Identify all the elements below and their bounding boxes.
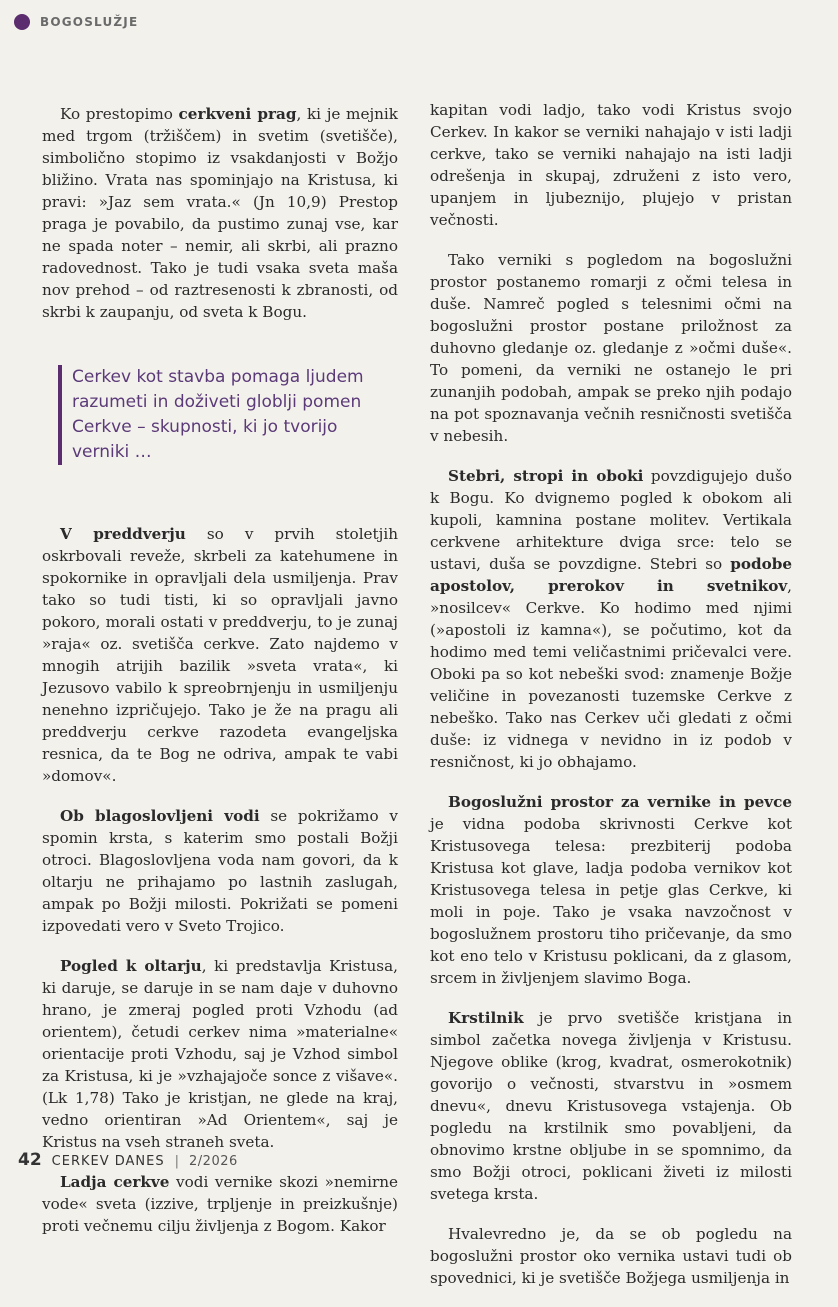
page-number: 42 — [18, 1150, 42, 1170]
pull-quote: Cerkev kot stavba pomaga ljudem razumeti in doživeti globlji pomen Cerkve – skupnosti, ki jo tvorijo verniki … — [58, 365, 398, 465]
paragraph-ladja-cerkve: Ladja cerkve vodi vernike skozi »nemirne vode« sveta (izzive, trpljenje in preizkušnje) proti večnemu cilju življenja z Bogom. Kakor — [42, 1173, 399, 1235]
right-column — [430, 99, 792, 1307]
section-dot-icon — [14, 14, 30, 30]
paragraph-krstilnik: Krstilnik je prvo svetišče kristjana in simbol začetka novega življenja v Kristusu. Njegove oblike (krog, kvadrat, osmerokotnik) govorijo o večnosti, stvarstvu in »osmem dnevu«, dnevu Kristusovega vstajenja. Ob pogledu na krstilnik smo povabljeni, da obnovimo krstne obljube in se spomnimo, da smo Božji otroci, poklicani živeti iz milosti svetega krsta. — [430, 1009, 792, 1203]
paragraph-cerkveni-prag: Ko prestopimo cerkveni prag, ki je mejnik med trgom (tržiščem) in svetim (svetišče), simbolično stopimo iz vsakdanjosti v Božjo bližino. Vrata nas spominjajo na Kristusa, ki pravi: »Jaz sem vrata.« (Jn 10,9) Prestop praga je povabilo, da pustimo zunaj vse, kar ne spada noter – nemir, ali skrbi, ali prazno radovednost. Tako je tudi vsaka sveta maša nov prehod – od raztresenosti k zbranosti, od skrbi k zaupanju, od sveta k Bogu. — [42, 105, 398, 321]
left-column — [42, 103, 398, 1255]
paragraph-pogled-k-oltarju: Pogled k oltarju, ki predstavlja Kristusa, ki daruje, se daruje in se nam daje v duhovno hrano, je zmeraj pogled proti Vzhodu (ad orientem), četudi cerkev nima »materialne« orientacije proti Vzhodu, saj je Vzhod simbol za Kristusa, ki je »vzhajajoče sonce z višave«. (Lk 1,78) Tako je kristjan, ne glede na kraj, vedno orientiran »Ad Orientem«, saj je Kristus na vseh straneh sveta. — [42, 957, 398, 1151]
issue-number: 2/2026 — [189, 1154, 238, 1169]
paragraph-blagoslovljena-voda: Ob blagoslovljeni vodi se pokrižamo v spomin krsta, s katerim smo postali Božji otroci. Blagoslovljena voda nam govori, da k oltarju ne prihajamo po lastnih zaslugah, ampak po Božji milosti. Pokrižati se pomeni izpovedati vero v Sveto Trojico. — [42, 807, 398, 935]
paragraph-bogosluzni-prostor: Bogoslužni prostor za vernike in pevce je vidna podoba skrivnosti Cerkve kot Kristusovega telesa: prezbiterij podoba Kristusa kot glave, ladja podoba vernikov kot Kristusovega telesa in petje glas Cerkve, ki moli in poje. Tako je vsaka navzočnost v bogoslužnem prostoru tiho pričevanje, da smo kot eno telo v Kristusu poklicani, da z glasom, srcem in življenjem slavimo Boga. — [430, 793, 792, 987]
paragraph-kapitan: kapitan vodi ladjo, tako vodi Kristus svojo Cerkev. In kakor se verniki nahajajo v isti ladji cerkve, tako se verniki nahajajo na isti ladji odrešenja in skupaj, združeni z isto vero, upanjem in ljubeznijo, plujejo v pristan večnosti. — [430, 101, 792, 229]
footer-separator: | — [174, 1154, 180, 1169]
section-header — [14, 14, 138, 30]
paragraph-stebri: Stebri, stropi in oboki povzdigujejo dušo k Bogu. Ko dvignemo pogled k obokom ali kupoli, kamnina postane molitev. Vertikala cerkvene arhitekture dviga srce: telo se ustavi, duša se povzdigne. Stebri so podobe apostolov, prerokov in svetnikov, »nosilcev« Cerkve. Ko hodimo med njimi (»apostoli iz kamna«), se počutimo, kot da hodimo med temi veličastnimi pričevalci vere. Oboki pa so kot nebeški svod: znamenje Božje veličine in povezanosti tuzemske Cerkve z nebeško. Tako nas Cerkev uči gledati z očmi duše: iz vidnega v nevidno in iz podob v resničnost, ki jo obhajamo. — [430, 467, 792, 771]
paragraph-romarji: Tako verniki s pogledom na bogoslužni prostor postanemo romarji z očmi telesa in duše. Namreč pogled s telesnimi očmi na bogoslužni prostor postane priložnost za duhovno gledanje oz. gledanje z »očmi duše«. To pomeni, da verniki ne ostanejo le pri zunanjih podobah, ampak se preko njih podajo na pot spoznavanja večnih resničnosti svetišča v nebesih. — [430, 251, 792, 445]
section-title: BOGOSLUŽJE — [40, 15, 139, 29]
page-footer — [18, 1150, 238, 1170]
magazine-name: CERKEV DANES — [51, 1154, 165, 1169]
paragraph-preddverje: V preddverju so v prvih stoletjih oskrbovali reveže, skrbeli za katehumene in spokornike in opravljali dela usmiljenja. Prav tako so tudi tisti, ki so opravljali javno pokoro, morali ostati v preddverju, to je zunaj »raja« oz. svetišča cerkve. Zato najdemo v mnogih atrijih bazilik »sveta vrata«, ki Jezusovo vabilo k spreobrnjenju in usmiljenju nenehno izpričujejo. Tako je že na pragu ali preddverju cerkve razodeta evangeljska resnica, da te Bog ne odriva, ampak te vabi »domov«. — [42, 525, 398, 785]
paragraph-spovednica: Hvalevredno je, da se ob pogledu na bogoslužni prostor oko vernika ustavi tudi ob spovednici, ki je svetišče Božjega usmiljenja in — [430, 1225, 792, 1287]
